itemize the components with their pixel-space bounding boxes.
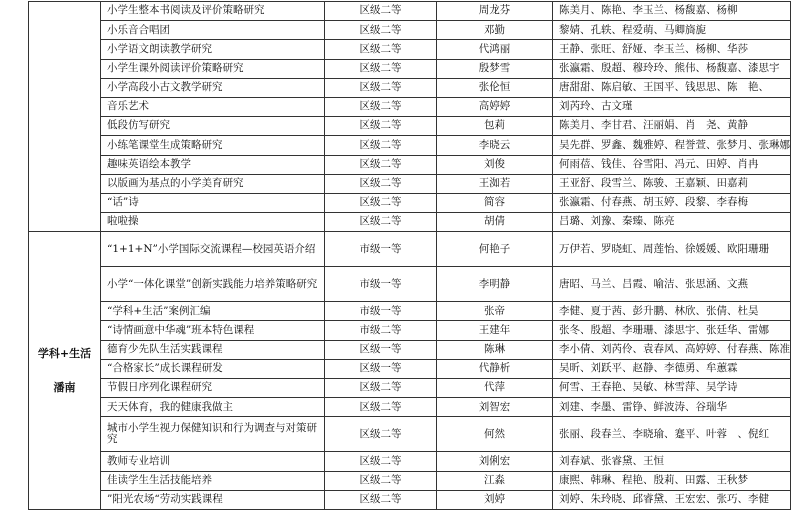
project-title-cell: 低段仿写研究	[101, 117, 325, 136]
leader-cell: 代静析	[437, 359, 553, 378]
leader-cell: 李明静	[437, 267, 553, 302]
table-row	[29, 193, 791, 212]
project-table-body	[29, 2, 791, 510]
project-title-cell: “话”诗	[101, 193, 325, 212]
project-title-cell: “1+1+N”小学国际交流课程—校园英语介绍	[101, 232, 325, 267]
leader-cell: 李晓云	[437, 136, 553, 155]
award-level-cell: 区级二等	[325, 117, 437, 136]
award-level-cell: 市级二等	[325, 321, 437, 340]
leader-cell: 陈琳	[437, 340, 553, 359]
group-cell	[29, 232, 101, 510]
leader-cell: 刘智宏	[437, 398, 553, 417]
members-cell: 张瀛霜、付春燕、胡玉婷、段黎、李春梅	[553, 193, 791, 212]
table-row	[29, 117, 791, 136]
members-cell: 吕璐、刘豫、秦臻、陈亮	[553, 213, 791, 232]
award-level-cell: 区级一等	[325, 340, 437, 359]
award-level-cell: 区级二等	[325, 59, 437, 78]
table-row	[29, 155, 791, 174]
leader-cell: 张帝	[437, 302, 553, 321]
project-title-cell: 小学生课外阅读评价策略研究	[101, 59, 325, 78]
project-title-cell: 佳读学生生活技能培养	[101, 471, 325, 490]
project-title-cell: 小学“一体化课堂”创新实践能力培养策略研究	[101, 267, 325, 302]
members-cell: 李小倩、刘芮伶、袁春风、高婷婷、付春燕、陈准	[553, 340, 791, 359]
project-table	[28, 1, 791, 510]
members-cell: 吴先群、罗鑫、魏雅婷、程誉萱、张梦月、张琳娜	[553, 136, 791, 155]
award-level-cell: 区级二等	[325, 155, 437, 174]
award-level-cell: 市级一等	[325, 232, 437, 267]
table-row	[29, 213, 791, 232]
award-level-cell: 市级一等	[325, 302, 437, 321]
leader-cell: 邓勤	[437, 21, 553, 40]
award-level-cell: 区级二等	[325, 97, 437, 116]
project-title-cell: 趣味英语绘本教学	[101, 155, 325, 174]
award-level-cell: 区级二等	[325, 2, 437, 21]
table-row	[29, 2, 791, 21]
members-cell: 万伊若、罗晓虹、周莲怡、徐媛媛、欧阳珊珊	[553, 232, 791, 267]
leader-cell: 刘婷	[437, 490, 553, 509]
table-row	[29, 78, 791, 97]
table-row	[29, 490, 791, 509]
award-level-cell: 区级二等	[325, 213, 437, 232]
leader-cell: 江淼	[437, 471, 553, 490]
table-row	[29, 452, 791, 471]
members-cell: 康熙、韩琳、程艳、殷莉、田露、王秋梦	[553, 471, 791, 490]
leader-cell: 刘俊	[437, 155, 553, 174]
table-row	[29, 302, 791, 321]
leader-cell: 刘俐宏	[437, 452, 553, 471]
members-cell: 何雪、王春艳、吴敏、林雪萍、吴学诗	[553, 379, 791, 398]
members-cell: 陈美月、陈艳、李玉兰、杨馥嘉、杨柳	[553, 2, 791, 21]
members-cell: 刘婷、朱玲晓、邱睿黛、王宏宏、张巧、李健	[553, 490, 791, 509]
table-row	[29, 340, 791, 359]
table-row	[29, 59, 791, 78]
members-cell: 刘芮玲、古文瑾	[553, 97, 791, 116]
members-cell: 刘建、李墨、雷铮、鲜波涛、谷瑞华	[553, 398, 791, 417]
table-row	[29, 174, 791, 193]
project-title-cell: “诗情画意中华魂”班本特色课程	[101, 321, 325, 340]
members-cell: 张瀛霜、殷超、穆玲玲、熊伟、杨馥嘉、漆思宇	[553, 59, 791, 78]
project-title-cell: 小学高段小古文教学研究	[101, 78, 325, 97]
table-row	[29, 417, 791, 452]
award-level-cell: 区级二等	[325, 78, 437, 97]
project-title-cell: 小乐音合唱团	[101, 21, 325, 40]
project-title-cell: 天天体育，我的健康我做主	[101, 398, 325, 417]
project-title-cell: 音乐艺术	[101, 97, 325, 116]
leader-cell: 何艳子	[437, 232, 553, 267]
award-level-cell: 区级二等	[325, 379, 437, 398]
group-sub-label: 潘南	[53, 380, 76, 394]
award-level-cell: 区级二等	[325, 21, 437, 40]
award-level-cell: 区级二等	[325, 174, 437, 193]
leader-cell: 张伦恒	[437, 78, 553, 97]
project-title-cell: “合格家长”成长课程研发	[101, 359, 325, 378]
members-cell: 黎婧、孔轶、程爱萌、马卿旖旎	[553, 21, 791, 40]
award-level-cell: 区级一等	[325, 359, 437, 378]
award-level-cell: 区级二等	[325, 40, 437, 59]
leader-cell: 简容	[437, 193, 553, 212]
table-row	[29, 398, 791, 417]
table-row	[29, 21, 791, 40]
project-title-cell: “学科+生活”案例汇编	[101, 302, 325, 321]
members-cell: 唐甜甜、陈启敏、王国平、钱思思、陈 艳、	[553, 78, 791, 97]
table-row	[29, 359, 791, 378]
project-title-cell: 城市小学生视力保健知识和行为调查与对策研究	[101, 417, 325, 452]
leader-cell: 代萍	[437, 379, 553, 398]
members-cell: 吴昕、刘跃平、赵静、李德勇、牟蕙霖	[553, 359, 791, 378]
table-row	[29, 136, 791, 155]
table-row	[29, 267, 791, 302]
leader-cell: 殷梦雪	[437, 59, 553, 78]
award-level-cell: 区级二等	[325, 398, 437, 417]
members-cell: 王静、张旺、舒娅、李玉兰、杨柳、华莎	[553, 40, 791, 59]
members-cell: 张冬、殷超、李珊珊、漆思宇、张廷华、雷娜	[553, 321, 791, 340]
project-title-cell: 小学语文朗读教学研究	[101, 40, 325, 59]
leader-cell: 代鸿丽	[437, 40, 553, 59]
project-title-cell: 节假日序列化课程研究	[101, 379, 325, 398]
project-title-cell: 德育少先队生活实践课程	[101, 340, 325, 359]
members-cell: 陈美月、李甘君、汪丽娟、肖 尧、黄静	[553, 117, 791, 136]
leader-cell: 包莉	[437, 117, 553, 136]
leader-cell: 王洳若	[437, 174, 553, 193]
award-level-cell: 区级二等	[325, 193, 437, 212]
members-cell: 唐昭、马兰、吕霞、喻洁、张思涵、文燕	[553, 267, 791, 302]
table-row	[29, 379, 791, 398]
award-level-cell: 区级二等	[325, 471, 437, 490]
award-level-cell: 区级二等	[325, 417, 437, 452]
members-cell: 李健、夏于茜、彭升鹏、林欣、张倩、杜昊	[553, 302, 791, 321]
project-title-cell: 小学生整本书阅读及评价策略研究	[101, 2, 325, 21]
members-cell: 何雨蓓、钱佳、谷雪阳、冯元、田婷、肖冉	[553, 155, 791, 174]
award-level-cell: 区级二等	[325, 490, 437, 509]
group-label: 学科+生活	[37, 347, 92, 361]
project-title-cell: 教师专业培训	[101, 452, 325, 471]
leader-cell: 王建年	[437, 321, 553, 340]
group-cell	[29, 2, 101, 232]
leader-cell: 胡倩	[437, 213, 553, 232]
table-row	[29, 97, 791, 116]
award-level-cell: 市级一等	[325, 267, 437, 302]
project-title-cell: 以版画为基点的小学美育研究	[101, 174, 325, 193]
leader-cell: 高婷婷	[437, 97, 553, 116]
members-cell: 刘春斌、张睿黛、王恒	[553, 452, 791, 471]
table-row	[29, 232, 791, 267]
members-cell: 王亚舒、段雪兰、陈骏、王嘉颖、田嘉莉	[553, 174, 791, 193]
leader-cell: 何然	[437, 417, 553, 452]
project-title-cell: ”阳光农场“劳动实践课程	[101, 490, 325, 509]
table-row	[29, 471, 791, 490]
table-row	[29, 321, 791, 340]
award-level-cell: 区级二等	[325, 136, 437, 155]
award-level-cell: 区级二等	[325, 452, 437, 471]
table-row	[29, 40, 791, 59]
members-cell: 张丽、段春兰、李晓瑜、蹇平、叶蓉 、倪红	[553, 417, 791, 452]
project-title-cell: 啦啦操	[101, 213, 325, 232]
leader-cell: 周龙芬	[437, 2, 553, 21]
project-title-cell: 小练笔课堂生成策略研究	[101, 136, 325, 155]
